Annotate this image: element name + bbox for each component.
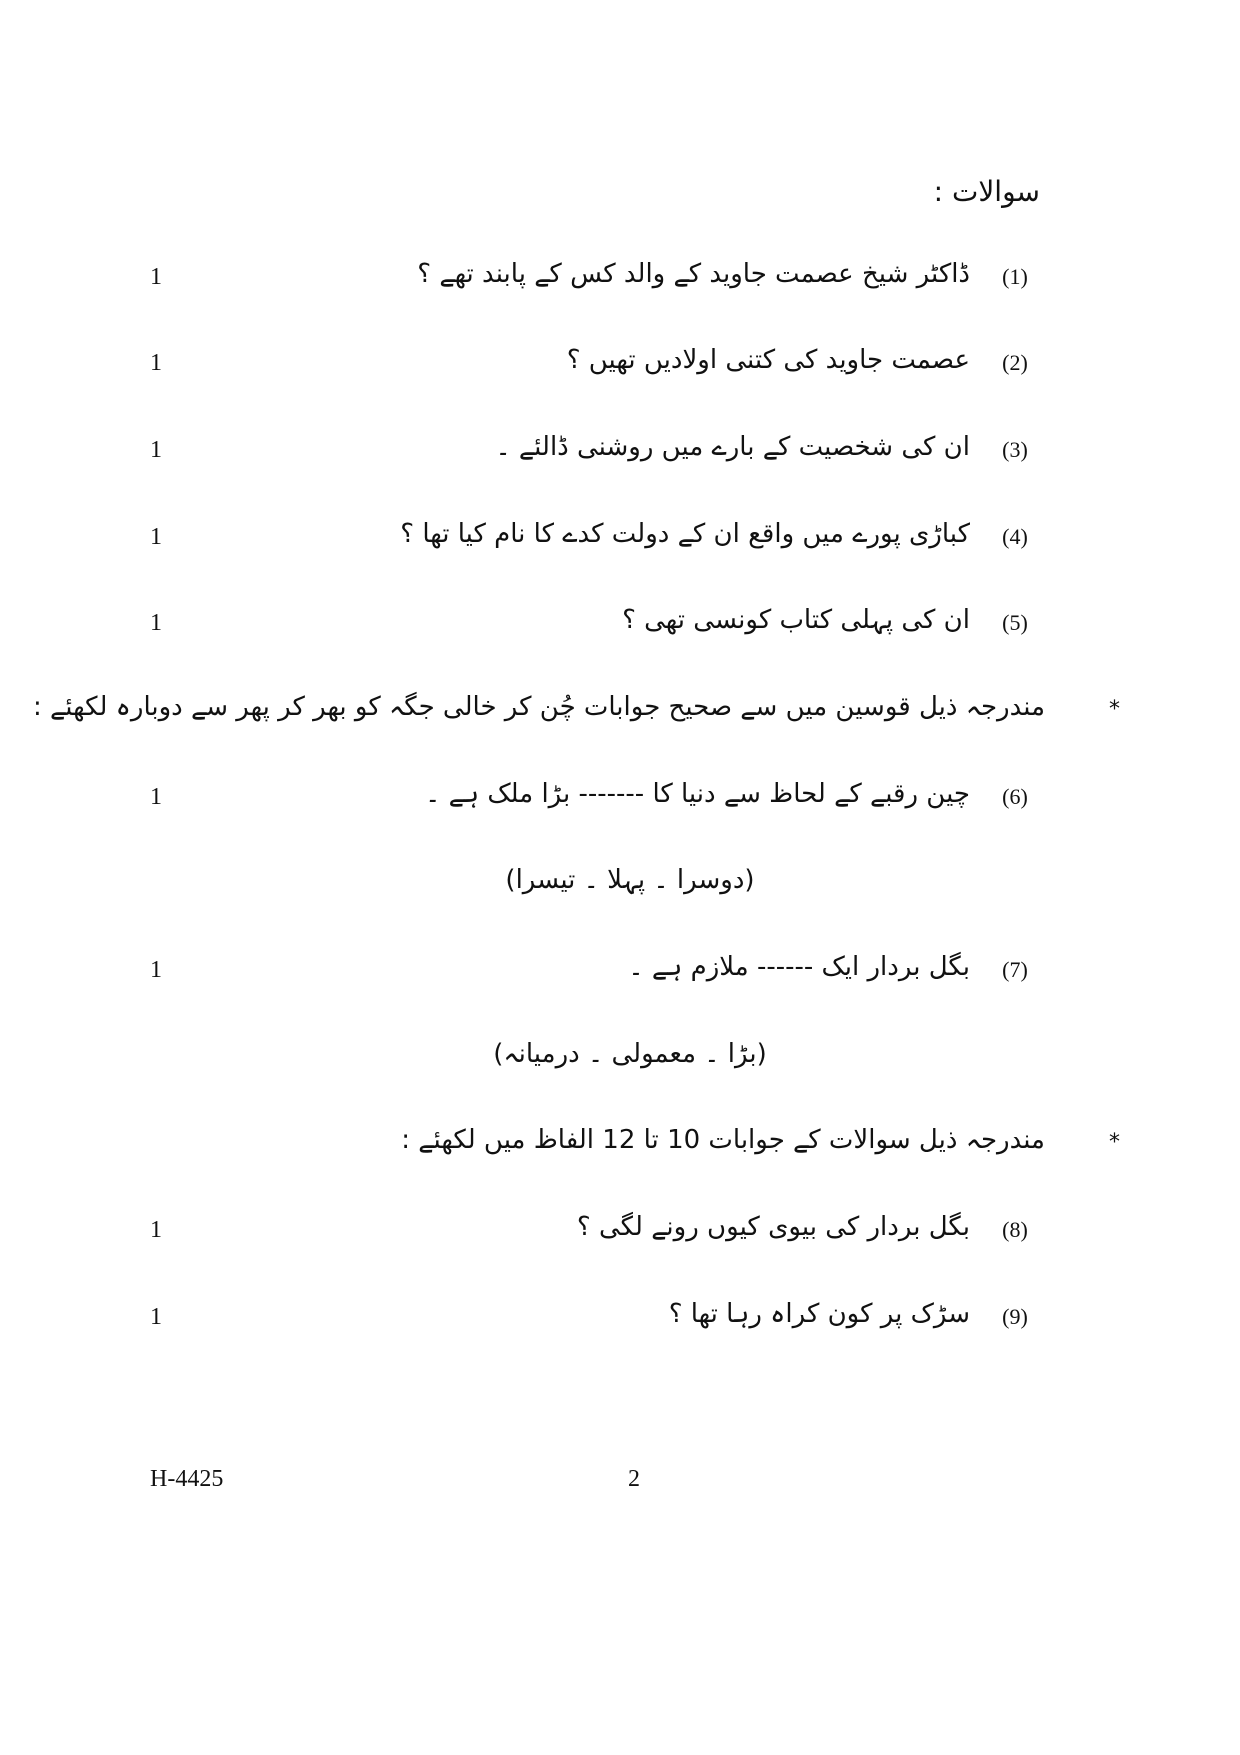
question-number: (7) xyxy=(1002,957,1028,982)
question-text: ان کی شخصیت کے بارے میں روشنی ڈالئے ۔ xyxy=(495,432,970,462)
question-marks: 1 xyxy=(150,1304,162,1330)
question-text: بگل بردار کی بیوی کیوں رونے لگی ؟ xyxy=(576,1212,970,1242)
question-text: کباڑی پورے میں واقع ان کے دولت کدے کا نام کیا تھا ؟ xyxy=(400,519,970,549)
question-text: ڈاکٹر شیخ عصمت جاوید کے والد کس کے پابند تھے ؟ xyxy=(417,259,970,289)
question-number: (2) xyxy=(1002,350,1028,375)
question-marks: 1 xyxy=(150,1217,162,1243)
question-number: (1) xyxy=(1002,264,1028,289)
section-heading: سوالات : xyxy=(933,175,1040,208)
question-marks: 1 xyxy=(150,784,162,810)
question-text: ان کی پہلی کتاب کونسی تھی ؟ xyxy=(622,605,970,635)
paper-code: H-4425 xyxy=(150,1466,224,1492)
question-text: سڑک پر کون کراہ رہا تھا ؟ xyxy=(668,1299,970,1329)
instruction-text: مندرجہ ذیل قوسین میں سے صحیح جوابات چُن کر خالی جگہ کو بھر کر پھر سے دوبارہ لکھئے : xyxy=(33,692,1045,722)
question-marks: 1 xyxy=(150,350,162,376)
question-number: (8) xyxy=(1002,1217,1028,1242)
question-marks: 1 xyxy=(150,437,162,463)
answer-options: (دوسرا ۔ پہلا ۔ تیسرا) xyxy=(505,865,755,895)
instruction-bullet: * xyxy=(1109,1130,1120,1155)
question-text: چین رقبے کے لحاظ سے دنیا کا ------- بڑا ملک ہے ۔ xyxy=(425,779,970,809)
question-marks: 1 xyxy=(150,610,162,636)
answer-options: (بڑا ۔ معمولی ۔ درمیانہ) xyxy=(493,1039,767,1069)
instruction-bullet: * xyxy=(1109,697,1120,722)
question-marks: 1 xyxy=(150,264,162,290)
question-marks: 1 xyxy=(150,957,162,983)
question-text: بگل بردار ایک ------ ملازم ہے ۔ xyxy=(628,952,970,982)
question-number: (3) xyxy=(1002,437,1028,462)
question-marks: 1 xyxy=(150,524,162,550)
page-number: 2 xyxy=(628,1466,640,1492)
question-number: (4) xyxy=(1002,524,1028,549)
question-number: (9) xyxy=(1002,1304,1028,1329)
question-text: عصمت جاوید کی کتنی اولادیں تھیں ؟ xyxy=(566,345,970,375)
question-number: (5) xyxy=(1002,610,1028,635)
instruction-text: مندرجہ ذیل سوالات کے جوابات 10 تا 12 الفاظ میں لکھئے : xyxy=(401,1125,1045,1155)
question-number: (6) xyxy=(1002,784,1028,809)
